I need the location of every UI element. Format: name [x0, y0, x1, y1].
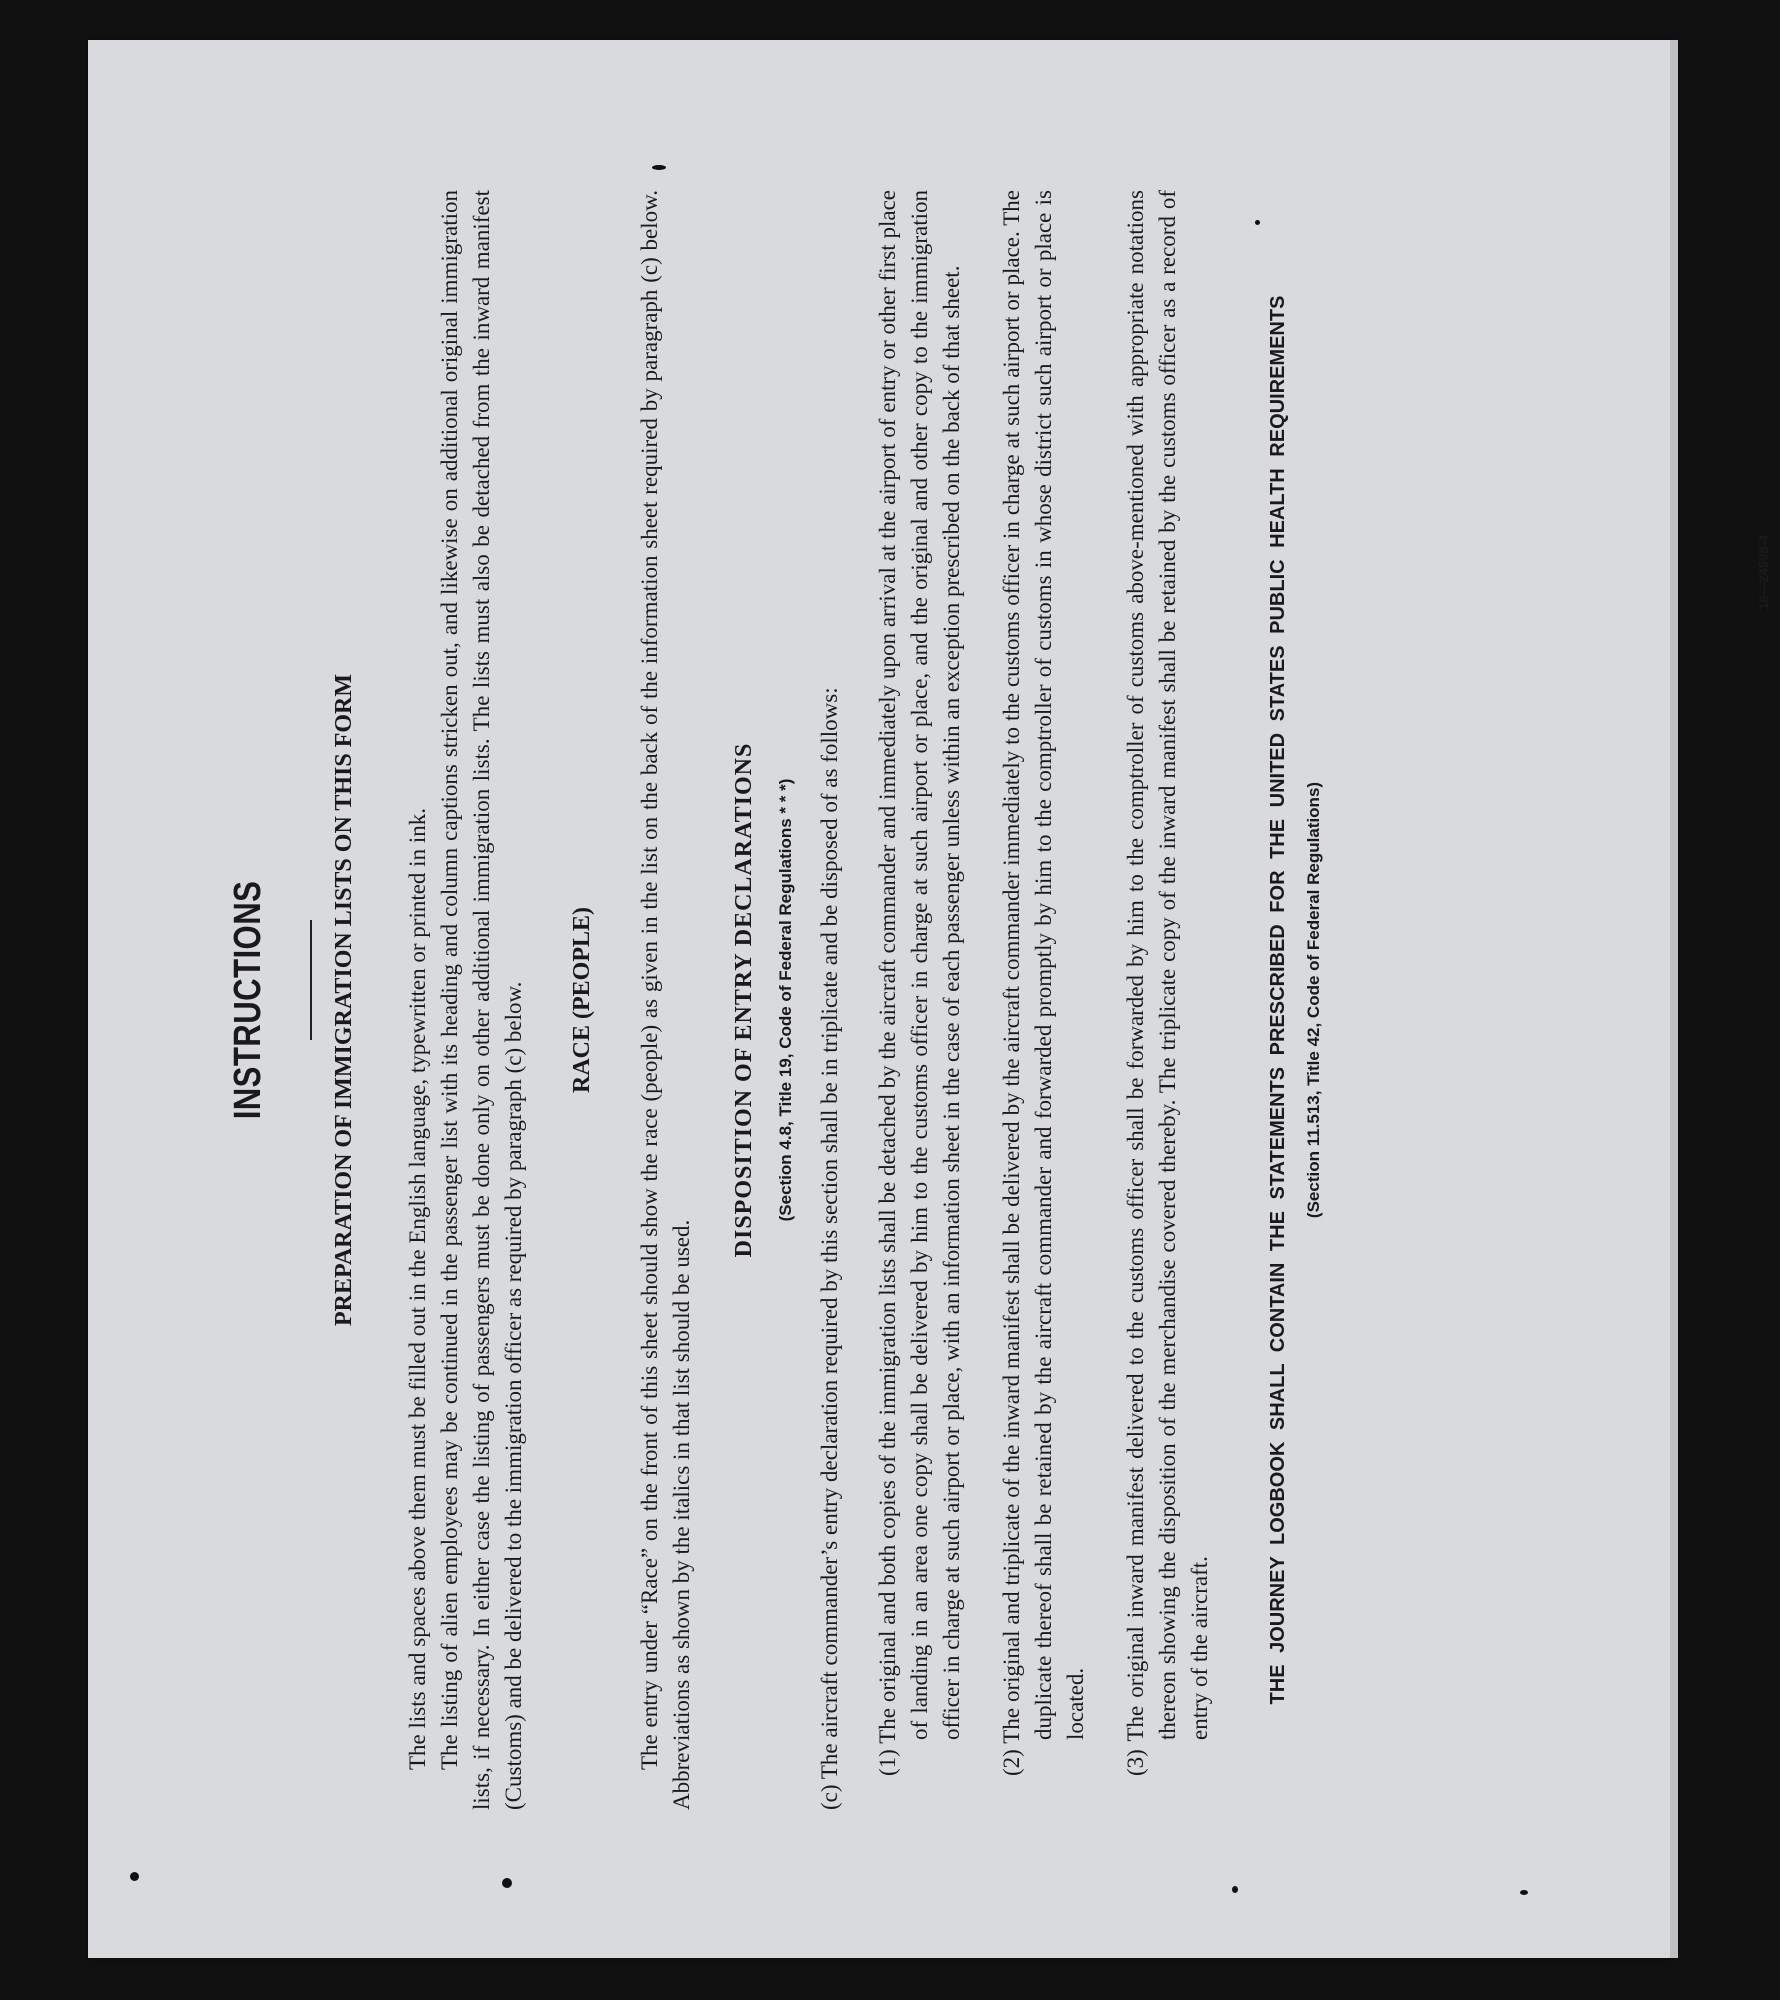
scan-speck — [130, 1872, 139, 1881]
disposition-citation: (Section 4.8, Title 19, Code of Federal Regulations * * *) — [776, 778, 795, 1222]
scan-speck — [1255, 220, 1260, 225]
preparation-paragraph-2: The listing of alien employees may be continued in the passenger list with its heading and column captions stricken out, and likewise on additional original immigration lists, if necessary. In either case the listing of passengers must be done only on other additional immigration lists. The lists must also be detached from the inward manifest (Customs) and be delivered to the immigration officer as required by paragraph (c) below. — [437, 190, 526, 1810]
document-body — [227, 190, 1771, 1810]
journey-statement: THE JOURNEY LOGBOOK SHALL CONTAIN THE STATEMENTS PRESCRIBED FOR THE UNITED STATES PUBLIC HEALTH REQUIREMENTS — [1267, 295, 1289, 1705]
preparation-heading: PREPARATION OF IMMIGRATION LISTS ON THIS FORM — [331, 673, 357, 1327]
journey-citation: (Section 11.513, Title 42, Code of Federal Regulations) — [1304, 781, 1323, 1219]
rotated-page — [88, 40, 1771, 1958]
disposition-item-3: (3) The original inward manifest delivered to the customs officer shall be forwarded by him to the comptroller of customs above-mentioned with appropriate notations thereon showing the disposition of the merchandise covered thereby. The triplicate copy of the inward manifest shall be retained by the customs officer as a record of entry of the aircraft. — [1123, 190, 1212, 1776]
disposition-item-2: (2) The original and triplicate of the inward manifest shall be delivered by the aircraft commander immediately to the customs officer in charge at such airport or place. The duplicate thereof shall be retained by the aircraft commander and forwarded promptly by him to the comptroller of customs in whose district such airport or place is located. — [999, 190, 1088, 1776]
preparation-paragraph-1: The lists and spaces above them must be filled out in the English language, typewritten or printed in ink. — [405, 808, 430, 1770]
race-heading: RACE (PEOPLE) — [569, 907, 595, 1093]
scan-speck — [1232, 1886, 1238, 1893]
disposition-intro: (c) The aircraft commander’s entry declaration required by this section shall be in triplicate and be disposed of as follows: — [817, 687, 842, 1810]
race-paragraph: The entry under “Race” on the front of this sheet should show the race (people) as given in the list on the back of the information sheet required by paragraph (c) below. Abbreviations as shown by the italics in that list should be used. — [637, 190, 694, 1810]
scan-speck — [652, 165, 666, 170]
scan-speck — [1520, 1890, 1528, 1895]
form-number: 16—24598-4 — [1756, 534, 1771, 610]
title-rule — [310, 920, 312, 1040]
page-title: INSTRUCTIONS — [227, 880, 269, 1120]
disposition-item-1: (1) The original and both copies of the immigration lists shall be detached by the aircraft commander and immediately upon arrival at the airport of entry or other first place of landing in an area one copy shall be delivered by him to the customs officer in charge at such airport or place, and the original and other copy to the immigration officer in charge at such airport or place, with an information sheet in the case of each passenger unless within an exception prescribed on the back of that sheet. — [875, 190, 964, 1776]
disposition-heading: DISPOSITION OF ENTRY DECLARATIONS — [731, 742, 757, 1258]
scan-speck — [502, 1878, 512, 1888]
